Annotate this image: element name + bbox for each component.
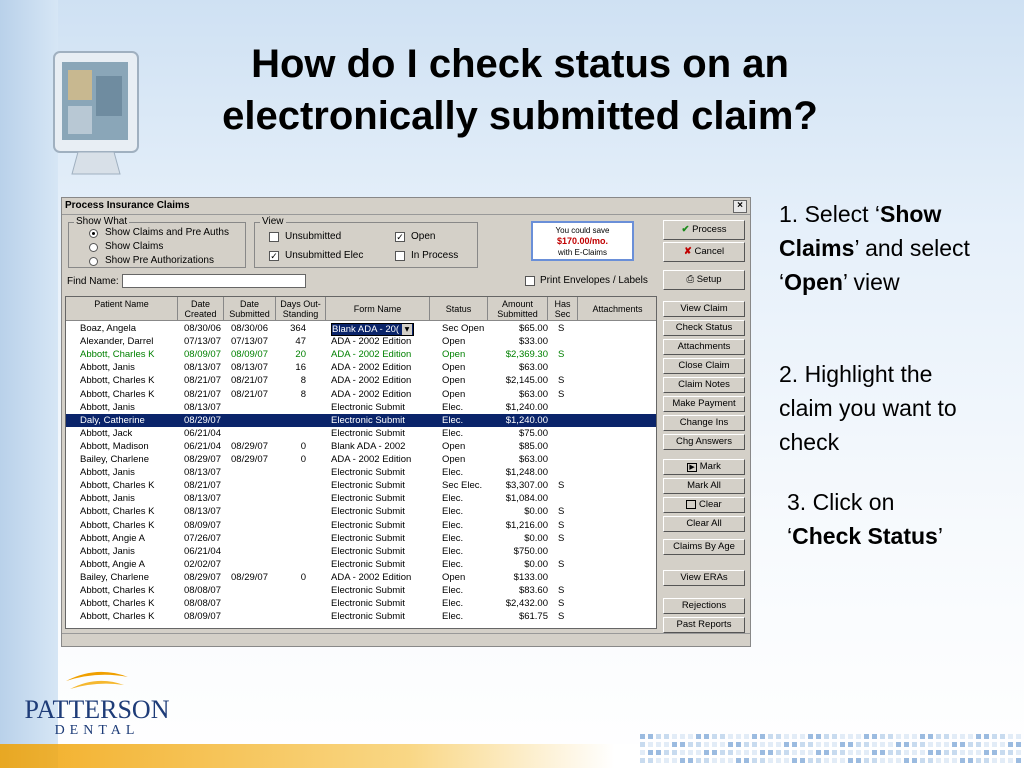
cell-status: Elec.	[442, 427, 464, 439]
cell-submitted: 08/13/07	[231, 362, 268, 374]
step1-text-a: 1. Select ‘	[779, 201, 880, 227]
cell-amount: $133.00	[513, 571, 548, 583]
table-row[interactable]	[66, 519, 656, 532]
process-button[interactable]	[663, 220, 745, 240]
cell-amount: $63.00	[518, 454, 548, 465]
checkbox-in-process[interactable]	[395, 251, 405, 261]
check-status-button[interactable]: Check Status	[663, 320, 745, 336]
cell-status: Open	[442, 440, 466, 452]
cell-amount: $1,248.00	[505, 467, 548, 479]
view-claim-button[interactable]: View Claim	[663, 301, 745, 317]
claims-by-age-button[interactable]: Claims By Age	[663, 539, 745, 555]
title-line-1: How do I check status on an	[251, 42, 789, 86]
radio-show-claims[interactable]	[89, 243, 98, 252]
change-ins-button[interactable]: Change Ins	[663, 415, 745, 431]
check-icon: ✔	[681, 224, 693, 235]
cell-sec: S	[558, 375, 565, 387]
clear-box-icon	[686, 500, 696, 509]
promo-line-3: with E-Claims	[558, 248, 607, 257]
table-row[interactable]	[66, 584, 656, 597]
checkbox-print-envelopes[interactable]	[525, 276, 535, 286]
open-label: Open	[411, 231, 436, 242]
checkbox-unsubmitted-elec[interactable]: ✓	[270, 251, 278, 261]
cell-amount: $1,240.00	[505, 401, 548, 413]
table-row[interactable]	[66, 610, 656, 623]
cell-created: 08/30/06	[184, 323, 221, 334]
cell-name: Daly, Catherine	[80, 414, 145, 426]
cell-form: ADA - 2002 Edition	[331, 349, 412, 361]
unsubmitted-label: Unsubmitted	[285, 231, 342, 242]
checkbox-unsubmitted[interactable]	[269, 232, 279, 242]
cell-name: Abbott, Angie A	[80, 532, 145, 544]
cell-amount: $83.60	[518, 585, 548, 596]
table-row[interactable]	[66, 427, 656, 440]
cancel-button[interactable]	[663, 242, 745, 262]
cell-created: 08/29/07	[184, 414, 221, 426]
radio-show-claims-pre-auths[interactable]	[89, 229, 98, 238]
dialog-title: Process Insurance Claims	[65, 200, 190, 211]
slide-title	[150, 38, 890, 142]
past-reports-button[interactable]: Past Reports	[663, 617, 745, 633]
cell-created: 08/13/07	[184, 401, 221, 413]
cell-amount: $2,145.00	[505, 375, 548, 387]
cell-created: 08/21/07	[184, 480, 221, 492]
rejections-button[interactable]: Rejections	[663, 598, 745, 614]
col-date-submitted[interactable]: Date Submitted	[224, 297, 276, 321]
cell-form: ADA - 2002 Edition	[331, 336, 412, 348]
cell-created: 08/08/07	[184, 598, 221, 610]
cell-form: Blank ADA - 2002	[331, 440, 406, 452]
cell-name: Abbott, Charles K	[80, 519, 155, 531]
table-row[interactable]	[66, 571, 656, 584]
cell-status: Elec.	[442, 558, 464, 570]
cell-days: 0	[300, 454, 306, 465]
radio-label-pre-auths: Show Pre Authorizations	[105, 255, 214, 266]
col-days-outstanding[interactable]: Days Out-Standing	[276, 297, 326, 321]
cell-form: Electronic Submit	[331, 467, 405, 479]
cell-amount: $750.00	[513, 545, 548, 557]
cell-sec: S	[558, 388, 565, 400]
setup-label: Setup	[696, 274, 722, 285]
close-button[interactable]: ×	[733, 200, 747, 213]
cell-sec: S	[558, 611, 565, 623]
cell-name: Alexander, Darrel	[80, 336, 154, 348]
patterson-dental-logo	[22, 665, 172, 745]
cell-name: Abbott, Charles K	[80, 611, 155, 623]
col-status[interactable]: Status	[430, 297, 488, 321]
printer-icon: ⎙	[686, 274, 697, 285]
promo-amount: $170.00/mo.	[556, 236, 609, 246]
cell-sec: S	[558, 585, 565, 596]
setup-button[interactable]	[663, 270, 745, 290]
cell-days: 20	[295, 349, 306, 361]
find-name-label: Find Name:	[67, 276, 119, 287]
cell-name: Abbott, Janis	[80, 401, 135, 413]
radio-label-claims-pre-auths: Show Claims and Pre Auths	[105, 227, 229, 238]
cell-name: Abbott, Charles K	[80, 506, 155, 518]
cell-name: Abbott, Charles K	[80, 388, 155, 400]
cell-status: Open	[442, 375, 466, 387]
cell-submitted: 08/21/07	[231, 375, 268, 387]
cell-amount: $63.00	[518, 388, 548, 400]
cell-name: Abbott, Charles K	[80, 585, 155, 596]
cell-name: Bailey, Charlene	[80, 571, 150, 583]
cell-form: ADA - 2002 Edition	[331, 571, 412, 583]
cell-created: 08/29/07	[184, 454, 221, 465]
cell-created: 06/21/04	[184, 440, 221, 452]
cell-name: Boaz, Angela	[80, 323, 136, 334]
cancel-label: Cancel	[694, 246, 725, 257]
cell-form: Electronic Submit	[331, 611, 405, 623]
clear-all-button[interactable]: Clear All	[663, 516, 745, 532]
cell-created: 08/29/07	[184, 571, 221, 583]
cell-name: Abbott, Jack	[80, 427, 133, 439]
table-row[interactable]	[66, 505, 656, 518]
cell-status: Elec.	[442, 545, 464, 557]
cell-created: 07/13/07	[184, 336, 221, 348]
promo-line-1: You could save	[555, 226, 610, 235]
cell-created: 08/13/07	[184, 506, 221, 518]
cell-amount: $2,432.00	[505, 598, 548, 610]
cell-status: Elec.	[442, 611, 464, 623]
dropdown-arrow-icon[interactable]: ▾	[402, 324, 412, 335]
cell-amount: $33.00	[518, 336, 548, 348]
cell-amount: $0.00	[524, 506, 548, 518]
logo-sub: DENTAL	[54, 723, 140, 738]
cell-submitted: 08/21/07	[231, 388, 268, 400]
dialog-titlebar	[62, 198, 750, 215]
cell-status: Open	[442, 454, 466, 465]
form-name-dropdown[interactable]: Blank ADA - 20( ▾	[331, 323, 414, 336]
cell-amount: $0.00	[524, 532, 548, 544]
cell-status: Elec.	[442, 401, 464, 413]
cell-status: Elec.	[442, 493, 464, 505]
table-row[interactable]	[66, 374, 656, 387]
table-header	[66, 297, 656, 321]
title-line-2: electronically submitted claim?	[222, 94, 818, 138]
cell-status: Elec.	[442, 585, 464, 596]
radio-show-pre-auths[interactable]	[89, 257, 98, 266]
cell-created: 08/09/07	[184, 349, 221, 361]
cell-name: Abbott, Janis	[80, 493, 135, 505]
table-row[interactable]	[66, 414, 656, 427]
cell-created: 08/21/07	[184, 388, 221, 400]
dialog-status-bar	[62, 633, 750, 646]
claims-table	[65, 296, 657, 629]
x-icon: ✘	[683, 246, 695, 257]
cell-amount: $1,240.00	[505, 414, 548, 426]
step1-open: Open	[784, 269, 843, 295]
chg-answers-button[interactable]: Chg Answers	[663, 434, 745, 450]
table-row[interactable]	[66, 492, 656, 505]
cell-sec: S	[558, 598, 565, 610]
table-row[interactable]	[66, 388, 656, 401]
cell-amount: $0.00	[524, 558, 548, 570]
cell-created: 08/08/07	[184, 585, 221, 596]
view-eras-button[interactable]: View ERAs	[663, 570, 745, 586]
cell-status: Open	[442, 388, 466, 400]
in-process-label: In Process	[411, 250, 459, 261]
logo-name: PATTERSON	[24, 695, 170, 724]
cell-submitted: 08/29/07	[231, 454, 268, 465]
table-row[interactable]	[66, 361, 656, 374]
cell-form: Electronic Submit	[331, 480, 405, 492]
cell-status: Sec Elec.	[442, 480, 483, 492]
table-row[interactable]	[66, 545, 656, 558]
cell-status: Sec Open	[442, 323, 485, 334]
cell-amount: $2,369.30	[505, 349, 548, 361]
cell-form: Electronic Submit	[331, 401, 405, 413]
radio-label-show-claims: Show Claims	[105, 241, 164, 252]
cell-form: ADA - 2002 Edition	[331, 375, 412, 387]
close-claim-button[interactable]: Close Claim	[663, 358, 745, 374]
cell-form: Electronic Submit	[331, 545, 405, 557]
cell-created: 02/02/07	[184, 558, 221, 570]
cell-form: Electronic Submit	[331, 585, 405, 596]
clear-button[interactable]	[663, 497, 745, 513]
cell-amount: $61.75	[518, 611, 548, 623]
col-attachments[interactable]: Attachments	[578, 297, 657, 321]
print-envelopes-label: Print Envelopes / Labels	[540, 275, 648, 286]
col-date-created[interactable]: Date Created	[178, 297, 224, 321]
cell-submitted: 08/29/07	[231, 440, 268, 452]
unsubmitted-elec-label: Unsubmitted Elec	[285, 250, 364, 261]
cell-sec: S	[558, 323, 565, 334]
cell-days: 47	[295, 336, 306, 348]
attachments-button[interactable]: Attachments	[663, 339, 745, 355]
table-row[interactable]	[66, 322, 656, 335]
decorative-dots-icon	[640, 728, 1024, 768]
table-row[interactable]	[66, 479, 656, 492]
step1-text-c: ’ and select ‘	[779, 235, 970, 295]
cell-submitted: 08/29/07	[231, 571, 268, 583]
cell-form: Electronic Submit	[331, 506, 405, 518]
cell-status: Elec.	[442, 506, 464, 518]
cell-created: 08/09/07	[184, 519, 221, 531]
cell-sec: S	[558, 506, 565, 518]
cell-created: 08/21/07	[184, 375, 221, 387]
instruction-step-1	[779, 197, 1001, 299]
cell-amount: $75.00	[518, 427, 548, 439]
cell-form: ADA - 2002 Edition	[331, 388, 412, 400]
table-row[interactable]	[66, 440, 656, 453]
cell-status: Open	[442, 571, 466, 583]
table-row[interactable]	[66, 348, 656, 361]
cell-form: Electronic Submit	[331, 519, 405, 531]
cell-status: Elec.	[442, 414, 464, 426]
cell-form: ADA - 2002 Edition	[331, 362, 412, 374]
table-row[interactable]	[66, 466, 656, 479]
cell-submitted: 07/13/07	[231, 336, 268, 348]
cell-status: Open	[442, 362, 466, 374]
cell-created: 08/13/07	[184, 467, 221, 479]
cell-amount: $1,216.00	[505, 519, 548, 531]
cell-sec: S	[558, 532, 565, 544]
process-insurance-claims-dialog	[61, 197, 751, 647]
cell-status: Elec.	[442, 519, 464, 531]
cell-name: Bailey, Charlene	[80, 454, 150, 465]
cell-form: Electronic Submit	[331, 427, 405, 439]
cell-form: Electronic Submit	[331, 532, 405, 544]
cell-name: Abbott, Janis	[80, 467, 135, 479]
cell-days: 8	[300, 375, 306, 387]
cell-days: 8	[300, 388, 306, 400]
table-row[interactable]	[66, 532, 656, 545]
cell-form: Electronic Submit	[331, 558, 405, 570]
cell-amount: $63.00	[518, 362, 548, 374]
cell-status: Elec.	[442, 467, 464, 479]
cell-created: 06/21/04	[184, 545, 221, 557]
mark-label: Mark	[699, 461, 721, 472]
cell-days: 16	[295, 362, 306, 374]
cell-submitted: 08/09/07	[231, 349, 268, 361]
show-what-label: Show What	[76, 216, 128, 227]
cell-amount: $3,307.00	[505, 480, 548, 492]
step1-show-claims: Show Claims	[779, 201, 942, 261]
cell-amount: $85.00	[518, 440, 548, 452]
cell-name: Abbott, Charles K	[80, 375, 155, 387]
mark-button[interactable]	[663, 459, 745, 475]
find-name-input[interactable]	[122, 274, 306, 288]
cell-sec: S	[558, 558, 565, 570]
cell-sec: S	[558, 519, 565, 531]
cell-name: Abbott, Janis	[80, 545, 135, 557]
cell-days: 0	[300, 440, 306, 452]
cell-status: Elec.	[442, 532, 464, 544]
step3-text-a: 3. Click on ‘	[787, 489, 895, 549]
make-payment-button[interactable]: Make Payment	[663, 396, 745, 412]
view-group	[254, 216, 478, 268]
cell-amount: $1,084.00	[505, 493, 548, 505]
cell-sec: S	[558, 349, 565, 361]
logo-swoosh-icon	[62, 667, 132, 695]
step3-text-c: ’	[937, 523, 943, 549]
table-row[interactable]	[66, 335, 656, 348]
cell-status: Elec.	[442, 598, 464, 610]
show-what-group	[68, 216, 246, 268]
cell-created: 08/13/07	[184, 493, 221, 505]
cell-submitted: 08/30/06	[231, 323, 268, 334]
cell-form: Electronic Submit	[331, 598, 405, 610]
table-row[interactable]	[66, 401, 656, 414]
instruction-step-2: 2. Highlight the claim you want to check	[779, 361, 957, 455]
cell-created: 06/21/04	[184, 427, 221, 439]
cell-days: 364	[290, 323, 306, 334]
cell-form: ADA - 2002 Edition	[331, 454, 412, 465]
cell-name: Abbott, Madison	[80, 440, 149, 452]
mark-all-button[interactable]: Mark All	[663, 478, 745, 494]
cell-name: Abbott, Janis	[80, 362, 135, 374]
instruction-step-3	[787, 485, 957, 553]
checkbox-open[interactable]: ✓	[396, 232, 404, 242]
cell-days: 0	[300, 571, 306, 583]
cell-name: Abbott, Angie A	[80, 558, 145, 570]
col-amount-submitted[interactable]: Amount Submitted	[488, 297, 548, 321]
step1-text-e: ’ view	[842, 269, 900, 295]
mark-arrow-icon: ▶	[687, 463, 697, 472]
step3-check-status: Check Status	[792, 523, 938, 549]
cell-name: Abbott, Charles K	[80, 480, 155, 492]
process-label: Process	[692, 224, 727, 235]
cell-sec: S	[558, 480, 565, 492]
table-row[interactable]	[66, 453, 656, 466]
cell-name: Abbott, Charles K	[80, 598, 155, 610]
claim-notes-button[interactable]: Claim Notes	[663, 377, 745, 393]
cell-status: Open	[442, 336, 466, 348]
eclaims-promo-banner[interactable]	[531, 221, 634, 261]
clear-label: Clear	[698, 499, 722, 510]
cell-name: Abbott, Charles K	[80, 349, 155, 361]
cell-status: Open	[442, 349, 466, 361]
cell-form: Electronic Submit	[331, 414, 405, 426]
monitor-icon	[48, 46, 144, 186]
cell-created: 07/26/07	[184, 532, 221, 544]
table-row[interactable]	[66, 558, 656, 571]
table-row[interactable]	[66, 597, 656, 610]
cell-created: 08/09/07	[184, 611, 221, 623]
cell-created: 08/13/07	[184, 362, 221, 374]
col-form-name[interactable]: Form Name	[326, 297, 430, 321]
col-patient-name[interactable]: Patient Name	[66, 297, 178, 321]
cell-amount: $65.00	[518, 323, 548, 334]
view-label: View	[262, 216, 284, 227]
cell-form: Electronic Submit	[331, 493, 405, 505]
col-has-sec[interactable]: Has Sec	[548, 297, 578, 321]
